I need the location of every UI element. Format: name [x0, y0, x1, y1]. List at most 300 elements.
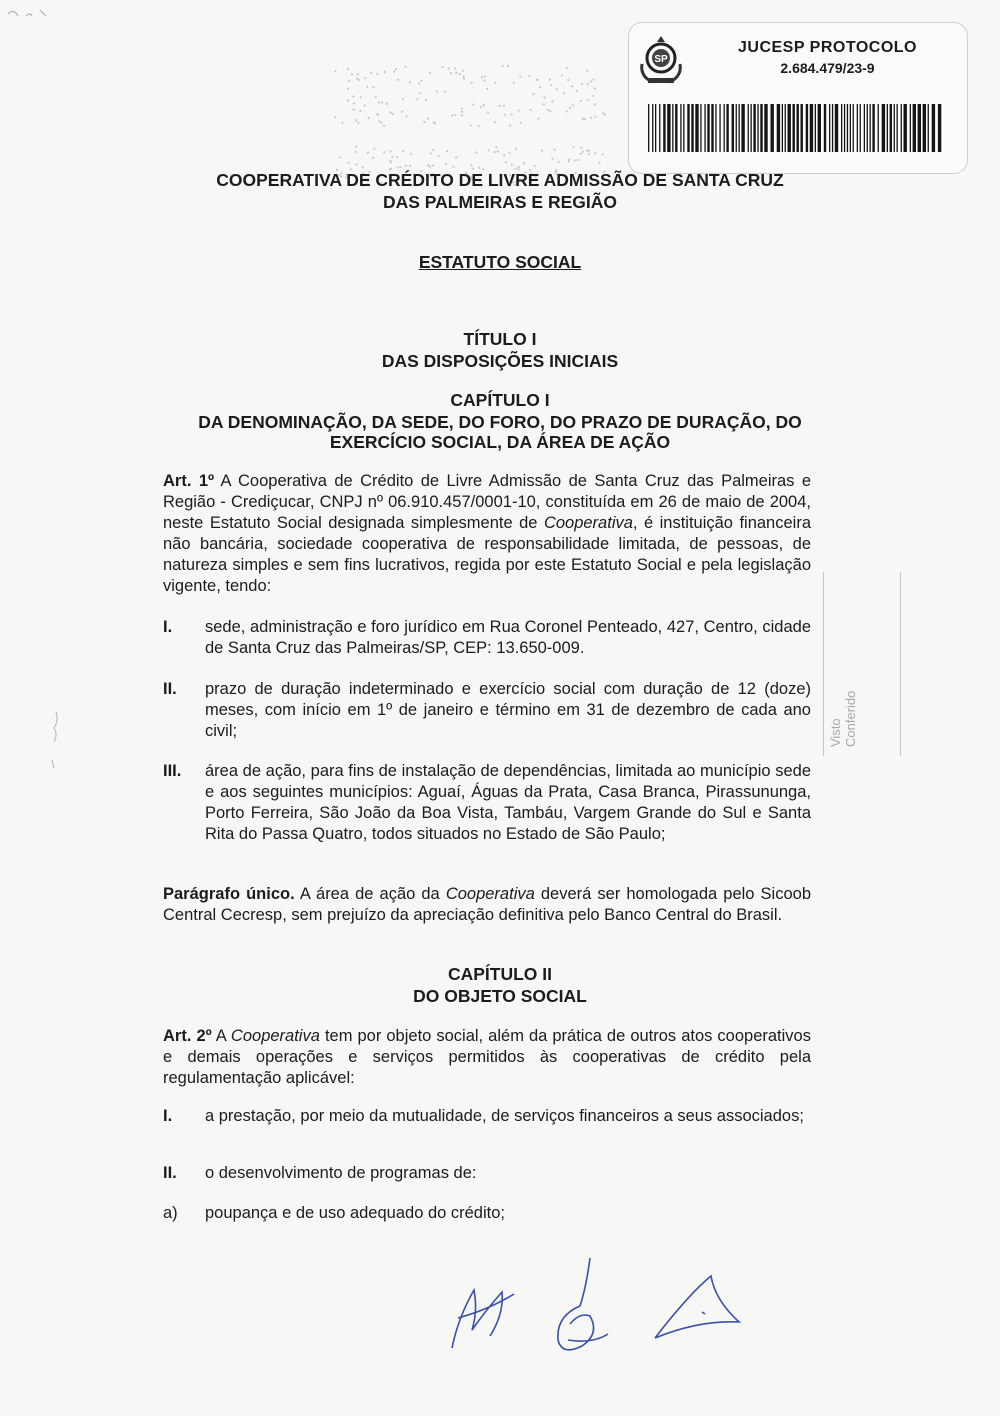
emboss-dot: [438, 155, 440, 157]
emboss-dot: [372, 86, 374, 88]
emboss-dot: [588, 153, 590, 155]
emboss-dot: [503, 105, 505, 107]
item-text: sede, administração e foro jurídico em Rua Coronel Penteado, 427, Centro, cidade de Santa Cruz das Palmeiras/SP, CEP: 13.650-009.: [205, 618, 811, 657]
emboss-dot: [450, 72, 452, 74]
emboss-dot: [366, 86, 368, 88]
sao-paulo-seal-icon: [638, 34, 684, 86]
emboss-dot: [436, 90, 438, 92]
barcode-bar: [732, 104, 734, 152]
emboss-dot: [429, 72, 431, 74]
barcode-bar: [890, 104, 892, 152]
barcode-bar: [785, 104, 786, 152]
barcode-bar: [672, 104, 673, 152]
barcode-bar: [818, 104, 821, 152]
emboss-dot: [356, 77, 358, 79]
emboss-dot: [572, 146, 574, 148]
emboss-dot: [604, 113, 606, 115]
emboss-dot: [493, 151, 495, 153]
emboss-dot: [429, 166, 431, 168]
emboss-dot: [594, 116, 596, 118]
emboss-dot: [451, 114, 453, 116]
emboss-dot: [427, 117, 429, 119]
emboss-dot: [475, 151, 477, 153]
emboss-dot: [553, 148, 555, 150]
article-2: [163, 1026, 811, 1089]
barcode-bar: [910, 104, 911, 152]
emboss-dot: [455, 156, 457, 158]
emboss-dot: [364, 77, 366, 79]
barcode-bar: [788, 104, 791, 152]
article-1-item: [163, 617, 811, 659]
emboss-dot: [372, 157, 374, 159]
cooperative-name-line1: COOPERATIVA DE CRÉDITO DE LIVRE ADMISSÃO DE SANTA CRUZ: [216, 170, 784, 190]
conferido-label: Conferido: [843, 690, 858, 747]
emboss-dot: [497, 150, 499, 152]
barcode-bar: [844, 104, 845, 152]
emboss-dot: [472, 104, 474, 106]
barcode-bar: [867, 104, 868, 152]
barcode-bar: [928, 104, 929, 152]
barcode-bar: [872, 104, 874, 152]
article-2-label: Art. 2º: [163, 1027, 212, 1045]
emboss-dot: [368, 117, 370, 119]
barcode-bar: [793, 104, 795, 152]
emboss-dot: [353, 102, 355, 104]
barcode-bar: [810, 104, 813, 152]
barcode-bar: [757, 104, 758, 152]
emboss-dot: [393, 70, 395, 72]
emboss-dot: [355, 163, 357, 165]
barcode-bar: [815, 104, 816, 152]
emboss-dot: [461, 108, 463, 110]
item-text: poupança e de uso adequado do crédito;: [205, 1204, 505, 1222]
emboss-dot: [593, 78, 595, 80]
emboss-dot: [495, 146, 497, 148]
item-text: a prestação, por meio da mutualidade, de serviços financeiros a seus associados;: [205, 1107, 804, 1125]
emboss-dot: [580, 147, 582, 149]
seal-text: SP: [654, 54, 668, 65]
barcode-bar: [806, 104, 808, 152]
barcode-bar: [918, 104, 921, 152]
emboss-dot: [416, 98, 418, 100]
barcode-bar: [853, 104, 854, 152]
emboss-dot: [405, 165, 407, 167]
article-2-item: [163, 1106, 811, 1127]
barcode-bar: [923, 104, 926, 152]
emboss-dot: [376, 73, 378, 75]
emboss-dot: [355, 146, 357, 148]
barcode-bar: [724, 104, 725, 152]
emboss-dot: [441, 66, 443, 68]
barcode-bar: [753, 104, 755, 152]
emboss-dot: [536, 79, 538, 81]
emboss-dot: [409, 165, 411, 167]
emboss-dot: [458, 73, 460, 75]
paragrafo-unico: [163, 884, 811, 926]
emboss-dot: [418, 83, 420, 85]
emboss-dot: [339, 156, 341, 158]
barcode-bar: [695, 104, 698, 152]
emboss-dot: [587, 99, 589, 101]
emboss-dot: [455, 72, 457, 74]
emboss-dot: [405, 115, 407, 117]
barcode-bar: [760, 104, 762, 152]
emboss-dot: [462, 70, 464, 72]
emboss-dot: [556, 88, 558, 90]
emboss-dot: [389, 112, 391, 114]
emboss-dot: [410, 153, 412, 155]
emboss-dot: [423, 121, 425, 123]
emboss-dot: [576, 90, 578, 92]
emboss-dot: [529, 109, 531, 111]
article-2-item: [163, 1163, 811, 1184]
emboss-dot: [507, 65, 509, 67]
emboss-dot: [402, 98, 404, 100]
emboss-dot: [354, 151, 356, 153]
emboss-dot: [568, 160, 570, 162]
emboss-dot: [580, 100, 582, 102]
emboss-dot: [402, 150, 404, 152]
emboss-dot: [404, 66, 406, 68]
emboss-dot: [375, 96, 377, 98]
emboss-dot: [487, 111, 489, 113]
emboss-dot: [444, 91, 446, 93]
item-number: a): [163, 1204, 178, 1222]
emboss-dot: [378, 101, 380, 103]
barcode-bar: [707, 104, 709, 152]
barcode-bar: [739, 104, 740, 152]
emboss-dot: [461, 111, 463, 113]
barcode-bar: [700, 104, 701, 152]
emboss-dot: [477, 125, 479, 127]
emboss-dot: [586, 70, 588, 72]
capitulo1-line1: DA DENOMINAÇÃO, DA SEDE, DO FORO, DO PRAZO DE DURAÇÃO, DO: [198, 412, 802, 432]
barcode-bar: [771, 104, 774, 152]
barcode-bar: [704, 104, 705, 152]
capitulo1-line2: EXERCÍCIO SOCIAL, DA ÁREA DE AÇÃO: [329, 432, 671, 452]
barcode-bar: [860, 104, 861, 152]
barcode-bar: [648, 104, 649, 152]
barcode-bar: [887, 104, 888, 152]
barcode-bar: [659, 104, 660, 152]
barcode-bar: [748, 104, 749, 152]
emboss-dot: [547, 109, 549, 111]
emboss-dot: [357, 73, 359, 75]
barcode-bar: [764, 104, 767, 152]
emboss-dot: [352, 95, 354, 97]
emboss-dot: [508, 152, 510, 154]
emboss-dot: [528, 75, 530, 77]
emboss-dot: [494, 82, 496, 84]
barcode-bar: [711, 104, 713, 152]
barcode-bar: [850, 104, 851, 152]
emboss-dot: [519, 75, 521, 77]
paragrafo-text-a: A área de ação da: [294, 885, 446, 903]
emboss-dot: [549, 78, 551, 80]
emboss-dot: [587, 83, 589, 85]
barcode-bar: [932, 104, 935, 152]
emboss-dot: [488, 149, 490, 151]
barcode-bar: [829, 104, 830, 152]
emboss-dot: [432, 164, 434, 166]
emboss-dot: [409, 81, 411, 83]
barcode-bar: [797, 104, 799, 152]
visto-text-wrap: [828, 691, 858, 747]
barcode-bar: [913, 104, 916, 152]
emboss-dot: [533, 165, 535, 167]
barcode-bar: [741, 104, 744, 152]
emboss-dot: [581, 83, 583, 85]
emboss-dot: [513, 82, 515, 84]
cooperative-name-line2: DAS PALMEIRAS E REGIÃO: [382, 192, 617, 212]
emboss-dot: [395, 68, 397, 70]
emboss-dot: [509, 124, 511, 126]
item-number: III.: [163, 762, 182, 780]
emboss-dot: [483, 80, 485, 82]
emboss-dot: [537, 117, 539, 119]
emboss-dot: [590, 117, 592, 119]
emboss-dot: [399, 166, 401, 168]
item-number: II.: [163, 680, 177, 698]
titulo-name: DAS DISPOSIÇÕES INICIAIS: [381, 351, 619, 371]
paragrafo-label: Parágrafo único.: [163, 885, 295, 903]
emboss-dot: [582, 151, 584, 153]
titulo-label: TÍTULO I: [463, 329, 537, 349]
emboss-dot: [367, 152, 369, 154]
emboss-dot: [454, 114, 456, 116]
emboss-dot: [571, 85, 573, 87]
emboss-dot: [347, 87, 349, 89]
emboss-dot: [445, 163, 447, 165]
barcode-bar: [857, 104, 858, 152]
barcode-bar: [847, 104, 848, 152]
emboss-dot: [419, 92, 421, 94]
barcode-bar: [683, 104, 684, 152]
emboss-dot: [397, 79, 399, 81]
emboss-dot: [454, 67, 456, 69]
emboss-dot: [551, 158, 553, 160]
emboss-dot: [364, 104, 366, 106]
emboss-dot: [549, 110, 551, 112]
emboss-dot: [386, 103, 388, 105]
emboss-dot: [572, 104, 574, 106]
item-number: I.: [163, 618, 173, 636]
handwritten-initials: [440, 1248, 750, 1368]
emboss-dot: [463, 78, 465, 80]
emboss-dot: [550, 84, 552, 86]
emboss-dot: [505, 161, 507, 163]
barcode-bar: [878, 104, 879, 152]
capitulo2-name: DO OBJETO SOCIAL: [413, 986, 587, 1006]
emboss-dot: [452, 166, 454, 168]
emboss-dot: [580, 153, 582, 155]
emboss-dot: [370, 72, 372, 74]
emboss-dot: [390, 161, 392, 163]
emboss-dot: [532, 93, 534, 95]
emboss-dot: [594, 87, 596, 89]
emboss-dot: [484, 75, 486, 77]
emboss-dot: [434, 122, 436, 124]
emboss-dot: [543, 103, 545, 105]
emboss-dot: [590, 80, 592, 82]
emboss-dot: [401, 111, 403, 113]
emboss-dot: [334, 116, 336, 118]
emboss-dot: [598, 162, 600, 164]
emboss-dot: [486, 88, 488, 90]
emboss-dot: [541, 149, 543, 151]
barcode-bar: [736, 104, 737, 152]
emboss-dot: [551, 100, 553, 102]
emboss-dot: [483, 104, 485, 106]
emboss-dot: [592, 95, 594, 97]
emboss-dot: [347, 68, 349, 70]
emboss-dot: [567, 79, 569, 81]
barcode-bar: [832, 104, 833, 152]
item-text: área de ação, para fins de instalação de dependências, limitada ao município sede e aos seguintes municípios: Aguaí, Águas da Prata, Casa Branca, Pirassununga, Porto Ferreira, São João da Boa Vista, Tambáu, Vargem Grande do Sul e Santa Rita do Passa Quatro, todos situados no Estado de São Paulo;: [205, 762, 811, 843]
visto-label: Visto: [828, 718, 843, 747]
emboss-dot: [381, 101, 383, 103]
article-1-text-b: , é instituição financeira não bancária, sociedade cooperativa de responsabilidade limitada, de pessoas, de natureza simples e sem fins lucrativos, regida por este Estatuto Social e pela legislação vigente, tendo:: [163, 514, 811, 595]
document-title: ESTATUTO SOCIAL: [418, 252, 582, 272]
barcode-bar: [870, 104, 871, 152]
emboss-dot: [544, 96, 546, 98]
emboss-dot: [499, 105, 501, 107]
emboss-dot: [573, 159, 575, 161]
barcode-bar: [655, 104, 656, 152]
barcode-bar: [897, 104, 898, 152]
emboss-dot: [432, 149, 434, 151]
paragrafo-text-b: deverá ser homologada pelo Sicoob Central Cecresp, sem prejuízo da apreciação definitiva pelo Banco Central do Brasil.: [163, 885, 811, 924]
emboss-dot: [348, 80, 350, 82]
article-1: [163, 471, 811, 597]
barcode-bar: [751, 104, 752, 152]
visto-conferido-stamp: [823, 572, 901, 756]
barcode-bar: [824, 104, 826, 152]
emboss-dot: [359, 110, 361, 112]
emboss-dot: [347, 162, 349, 164]
emboss-dot: [511, 113, 513, 115]
barcode-bar: [938, 104, 941, 152]
barcode-bar: [726, 104, 728, 152]
emboss-dot: [481, 76, 483, 78]
emboss-dot: [577, 159, 579, 161]
item-text: prazo de duração indeterminado e exercício social com duração de 12 (doze) meses, com início em 1º de janeiro e término em 31 de dezembro de cada ano civil;: [205, 680, 811, 740]
emboss-dot: [448, 67, 450, 69]
article-2-italic: Cooperativa: [230, 1027, 320, 1045]
emboss-dot: [425, 99, 427, 101]
article-1-item: [163, 761, 811, 845]
emboss-dot: [373, 148, 375, 150]
emboss-dot: [563, 92, 565, 94]
emboss-dot: [392, 113, 394, 115]
article-1-label: Art. 1º: [163, 472, 215, 490]
emboss-dot: [341, 122, 343, 124]
emboss-dot: [351, 73, 353, 75]
emboss-dot: [594, 152, 596, 154]
emboss-dot: [383, 151, 385, 153]
emboss-dot: [430, 152, 432, 154]
emboss-dot: [359, 96, 361, 98]
emboss-dot: [586, 149, 588, 151]
barcode-bar: [901, 104, 902, 152]
barcode-bar: [864, 104, 865, 152]
emboss-dot: [515, 148, 517, 150]
barcode-bar: [777, 104, 780, 152]
emboss-dot: [501, 65, 503, 67]
barcode-bar: [715, 104, 716, 152]
barcode-bar: [691, 104, 693, 152]
emboss-dot: [396, 156, 398, 158]
protocol-number: 2.684.479/23-9: [780, 60, 875, 76]
emboss-dot: [504, 114, 506, 116]
protocol-title: JUCESP PROTOCOLO: [738, 39, 917, 56]
article-1-text-a: A Cooperativa de Crédito de Livre Admissão de Santa Cruz das Palmeiras e Região - Crediçucar, CNPJ nº 06.910.457/0001-10, constituída em 26 de maio de 2004, neste Estatuto Social designada simplesmente de: [163, 472, 812, 532]
barcode-bar: [663, 104, 665, 152]
emboss-dot: [594, 103, 596, 105]
emboss-dot: [461, 114, 463, 116]
emboss-dot: [353, 109, 355, 111]
barcode-bar: [652, 104, 653, 152]
item-number: II.: [163, 1164, 177, 1182]
emboss-dot: [378, 120, 380, 122]
emboss-dot: [446, 150, 448, 152]
emboss-dot: [358, 79, 360, 81]
barcode-bar: [687, 104, 689, 152]
emboss-dot: [377, 114, 379, 116]
emboss-dot: [518, 166, 520, 168]
emboss-dot: [334, 70, 336, 72]
emboss-dot: [561, 74, 563, 76]
barcode-bar: [894, 104, 895, 152]
emboss-dot: [391, 156, 393, 158]
emboss-dot: [480, 106, 482, 108]
barcode-bar: [667, 104, 670, 152]
barcode-bar: [882, 104, 885, 152]
emboss-dot: [463, 76, 465, 78]
barcode-bar: [680, 104, 681, 152]
item-number: I.: [163, 1107, 173, 1125]
emboss-dot: [421, 80, 423, 82]
emboss-dot: [582, 118, 584, 120]
barcode-bar: [782, 104, 783, 152]
emboss-dot: [503, 154, 505, 156]
emboss-dot: [471, 82, 473, 84]
emboss-dot: [383, 125, 385, 127]
emboss-dot: [523, 162, 525, 164]
article-1-italic: Cooperativa: [543, 514, 633, 532]
emboss-dot: [602, 153, 604, 155]
emboss-dot: [518, 109, 520, 111]
barcode-bar: [719, 104, 720, 152]
emboss-dot: [494, 121, 496, 123]
barcode-bar: [801, 104, 803, 152]
article-1-item: [163, 679, 811, 742]
emboss-dot: [357, 122, 359, 124]
barcode: [648, 104, 944, 152]
emboss-dot: [566, 110, 568, 112]
barcode-bar: [835, 104, 838, 152]
emboss-dot: [511, 164, 513, 166]
emboss-dot: [520, 122, 522, 124]
emboss-dot: [427, 164, 429, 166]
doc-title-wrap: [0, 251, 1000, 273]
emboss-dot: [380, 121, 382, 123]
emboss-dot: [569, 107, 571, 109]
article-2-text-b: tem por objeto social, além da prática de outros atos cooperativos e demais operações e serviços permitidos às cooperativas de crédito pela regulamentação aplicável:: [163, 1027, 811, 1087]
emboss-dot: [558, 161, 560, 163]
emboss-dot: [566, 67, 568, 69]
capitulo2-label: CAPÍTULO II: [447, 964, 553, 984]
